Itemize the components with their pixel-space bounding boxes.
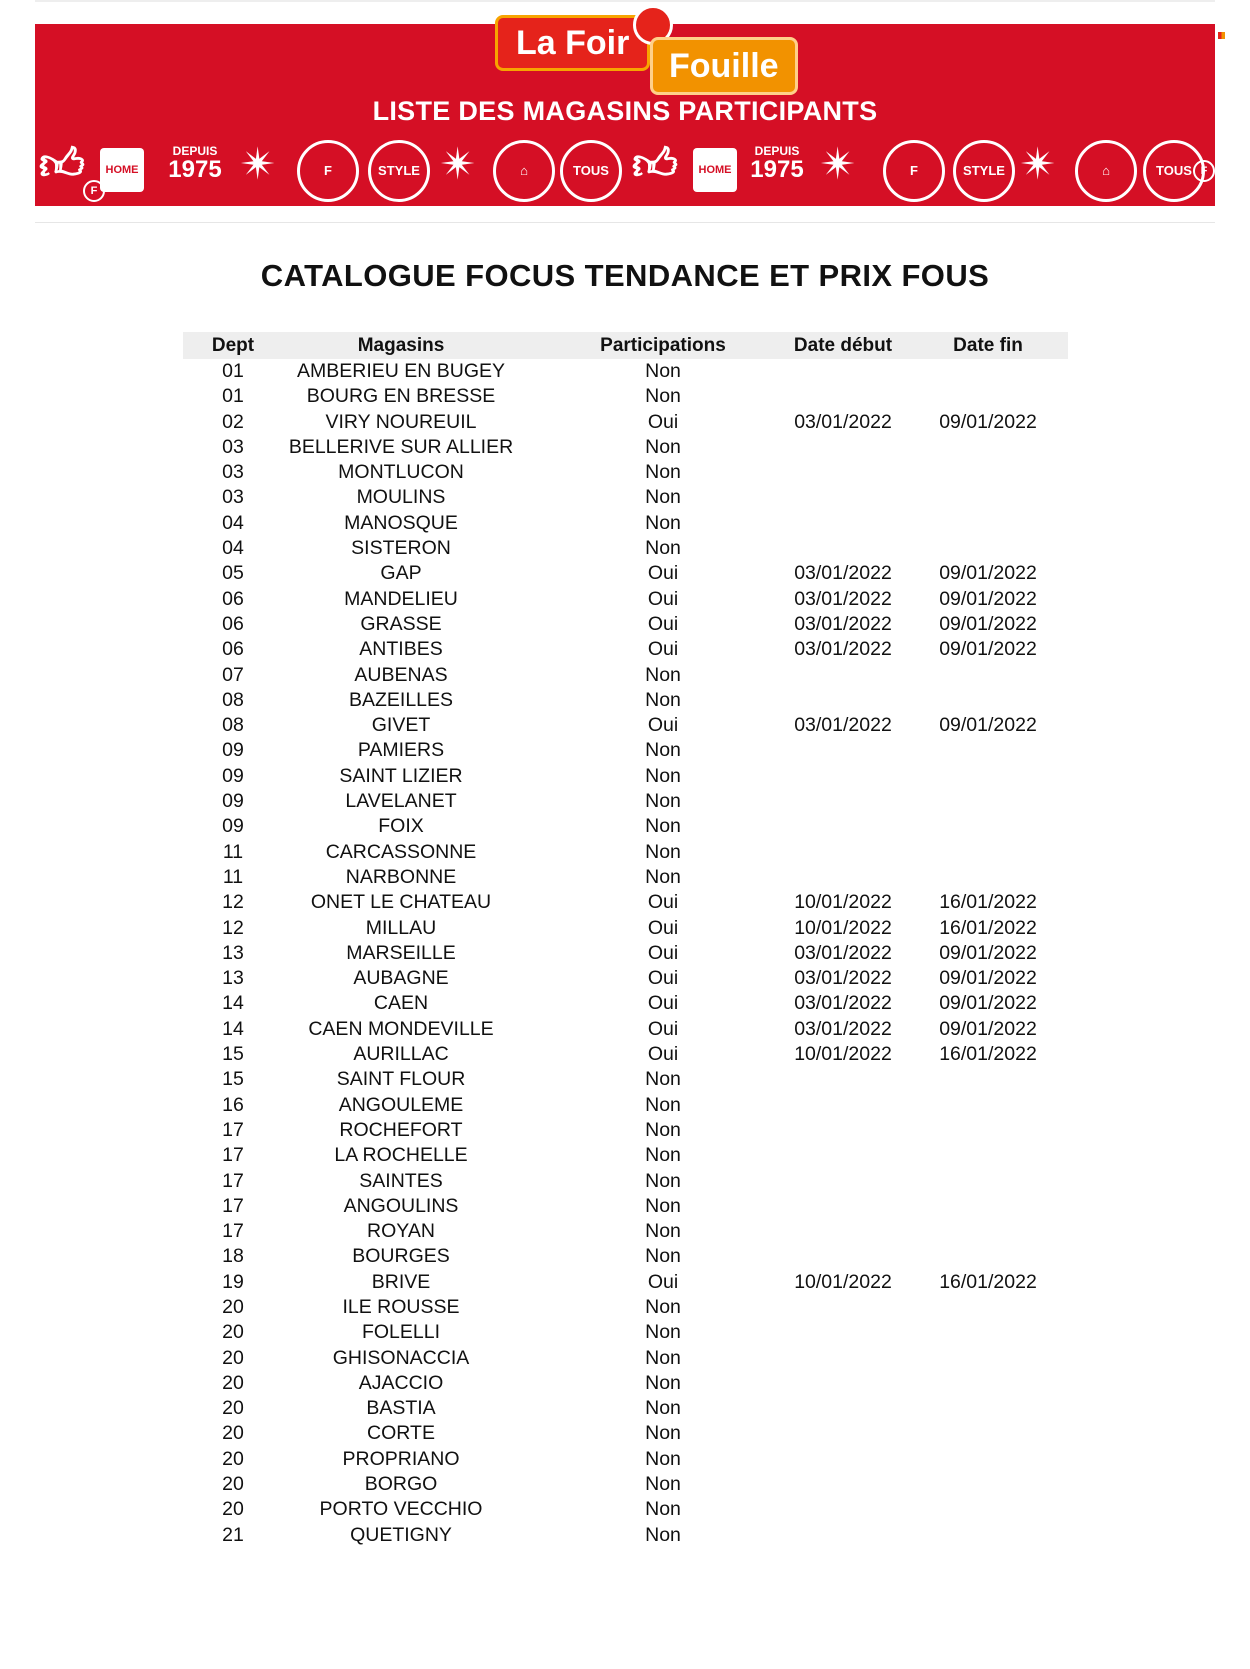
cell-dept: 17 [222,1144,244,1167]
cell-magasin: PORTO VECCHIO [319,1498,483,1521]
cell-participation: Oui [647,612,679,635]
cell-dept: 09 [222,764,244,787]
cell-date-fin: 09/01/2022 [939,587,1037,610]
la-fete-maison-badge: ⌂ [493,140,555,202]
cell-magasin: BORGO [364,1473,438,1496]
cell-dept: 13 [222,967,244,990]
table-row [183,865,1068,890]
cell-dept: 20 [222,1295,244,1318]
cell-magasin: CAEN [373,992,429,1015]
cell-date-fin: 16/01/2022 [939,891,1037,914]
cell-magasin: CORTE [367,1422,435,1445]
table-row [183,890,1068,915]
cell-magasin: LA ROCHELLE [334,1144,468,1167]
table-row [183,1194,1068,1219]
cell-magasin: BAZEILLES [348,688,454,711]
cell-participation: Non [645,461,681,484]
cell-magasin: SISTERON [351,537,451,560]
cell-participation: Non [645,360,681,382]
table-row [183,612,1068,637]
table-row [183,1295,1068,1320]
cell-date-debut: 03/01/2022 [794,638,892,661]
cell-dept: 20 [222,1447,244,1470]
header-date-debut: Date début [793,335,893,356]
cell-dept: 17 [222,1169,244,1192]
logo-text-part2: Fouille [650,37,798,95]
cell-dept: 01 [222,385,244,408]
logo-text-part1: La Foir [495,15,650,71]
cell-date-debut: 03/01/2022 [794,1017,892,1040]
table-row [183,587,1068,612]
table-row [183,1320,1068,1345]
table-row [183,738,1068,763]
cell-date-debut: 10/01/2022 [794,916,892,939]
table-row [183,410,1068,435]
header-date-fin: Date fin [953,335,1023,356]
cell-dept: 20 [222,1346,244,1369]
cell-dept: 11 [222,865,244,888]
cell-dept: 20 [222,1371,244,1394]
cell-magasin: SAINT FLOUR [336,1068,466,1091]
cell-participation: Non [645,1447,681,1470]
table-row [183,764,1068,789]
table-row [183,663,1068,688]
cell-magasin: SAINT LIZIER [339,764,463,787]
cell-magasin: BOURGES [352,1245,450,1268]
table-row [183,511,1068,536]
stores-table [183,332,1068,1548]
cell-participation: Non [645,511,681,534]
table-row [183,1169,1068,1194]
table-row [183,688,1068,713]
f-mark-icon: F [1193,160,1215,182]
cell-dept: 12 [222,891,244,914]
cell-magasin: VIRY NOUREUIL [325,410,477,433]
cell-date-fin: 16/01/2022 [939,1043,1037,1066]
cell-magasin: ANTIBES [359,638,443,661]
cell-magasin: QUETIGNY [350,1523,452,1546]
cell-participation: Non [645,1422,681,1445]
cell-date-debut: 03/01/2022 [794,714,892,737]
cell-dept: 20 [222,1321,244,1344]
new-star-icon: ✴ [819,140,857,189]
cell-dept: 21 [222,1523,244,1546]
cell-magasin: ROYAN [367,1220,435,1243]
cell-participation: Oui [647,891,679,914]
cell-dept: 08 [222,688,244,711]
cell-date-fin: 09/01/2022 [939,612,1037,635]
cell-magasin: MONTLUCON [338,461,464,484]
table-row [183,637,1068,662]
cell-participation: Non [645,840,681,863]
table-row [183,561,1068,586]
cell-participation: Non [645,1397,681,1420]
forever-badge: F [883,140,945,202]
table-row [183,1396,1068,1421]
cell-participation: Oui [647,562,679,585]
table-row [183,1017,1068,1042]
cell-participation: Non [645,1068,681,1091]
table-row [183,1270,1068,1295]
cell-dept: 09 [222,815,244,838]
table-row [183,1042,1068,1067]
banner-icon-strip [35,140,1215,200]
home-tag-icon: HOME [100,148,144,192]
cell-participation: Non [645,1220,681,1243]
new-star-icon: ✴ [1019,140,1057,189]
cell-dept: 17 [222,1220,244,1243]
depuis-1975-badge: DEPUIS 1975 [168,144,222,183]
table-row [183,1447,1068,1472]
table-row [183,840,1068,865]
cell-date-fin: 09/01/2022 [939,941,1037,964]
new-star-icon: ✴ [439,140,477,189]
cell-magasin: GRASSE [360,612,442,635]
cell-magasin: FOLELLI [361,1321,441,1344]
cell-participation: Non [645,764,681,787]
cell-dept: 14 [222,1017,244,1040]
forever-badge: F [297,140,359,202]
table-row [183,384,1068,409]
table-row [183,966,1068,991]
cell-participation: Oui [647,638,679,661]
cell-date-fin: 16/01/2022 [939,916,1037,939]
banner-subtitle: LISTE DES MAGASINS PARTICIPANTS [372,96,878,126]
cell-dept: 04 [222,537,244,560]
cell-date-debut: 03/01/2022 [794,410,892,433]
table-row [183,941,1068,966]
cell-participation: Oui [647,916,679,939]
banner-top-line [35,0,1215,2]
cell-date-fin: 09/01/2022 [939,714,1037,737]
cell-dept: 09 [222,790,244,813]
table-row [183,1523,1068,1548]
cell-date-debut: 10/01/2022 [794,1270,892,1293]
table-row [183,536,1068,561]
cell-magasin: SAINTES [359,1169,443,1192]
cell-date-fin: 09/01/2022 [939,992,1037,1015]
cell-participation: Non [645,739,681,762]
cell-dept: 09 [222,739,244,762]
table-row [183,713,1068,738]
cell-participation: Oui [647,967,679,990]
cell-magasin: AUBENAS [354,663,448,686]
cell-date-debut: 03/01/2022 [794,587,892,610]
thumbs-up-icon: 👍︎ [39,140,85,189]
cell-dept: 12 [222,916,244,939]
cell-participation: Oui [647,1043,679,1066]
table-row [183,814,1068,839]
cell-participation: Non [645,537,681,560]
cell-date-fin: 09/01/2022 [939,967,1037,990]
cell-participation: Oui [647,587,679,610]
page-title: CATALOGUE FOCUS TENDANCE ET PRIX FOUS [260,258,990,293]
cell-participation: Non [645,790,681,813]
cell-dept: 06 [222,638,244,661]
table-row [183,789,1068,814]
f-mark-icon: F [83,180,105,202]
cell-participation: Non [645,486,681,509]
thumbs-up-icon: 👍︎ [632,140,678,189]
table-header-row [183,332,1068,359]
depuis-1975-badge: DEPUIS 1975 [750,144,804,183]
table-row [183,916,1068,941]
cell-participation: Non [645,1194,681,1217]
cell-date-debut: 03/01/2022 [794,562,892,585]
cell-dept: 08 [222,714,244,737]
cell-participation: Oui [647,1017,679,1040]
table-row [183,1143,1068,1168]
cell-magasin: BRIVE [371,1270,431,1293]
cell-dept: 20 [222,1473,244,1496]
cell-dept: 19 [222,1270,244,1293]
cell-magasin: GIVET [371,714,431,737]
cell-magasin: FOIX [378,815,424,838]
cell-magasin: PROPRIANO [342,1447,460,1470]
cell-date-debut: 03/01/2022 [794,967,892,990]
la-fete-maison-badge: ⌂ [1075,140,1137,202]
cell-dept: 03 [222,435,244,458]
cell-participation: Non [645,1473,681,1496]
cell-participation: Non [645,865,681,888]
cell-participation: Oui [647,1270,679,1293]
cell-dept: 04 [222,511,244,534]
corner-color-mark [1218,32,1225,39]
header-participation: Participations [600,335,726,356]
cell-date-debut: 10/01/2022 [794,891,892,914]
cell-participation: Non [645,385,681,408]
cell-participation: Oui [647,714,679,737]
cell-participation: Non [645,1371,681,1394]
cell-magasin: NARBONNE [345,865,457,888]
cell-dept: 14 [222,992,244,1015]
cell-dept: 20 [222,1397,244,1420]
cell-magasin: ILE ROUSSE [342,1295,460,1318]
cell-dept: 20 [222,1422,244,1445]
table-row [183,1093,1068,1118]
table-row [183,1219,1068,1244]
new-star-icon: ✴ [239,140,277,189]
cell-participation: Oui [647,941,679,964]
cell-dept: 03 [222,486,244,509]
cell-dept: 15 [222,1043,244,1066]
cell-dept: 16 [222,1093,244,1116]
cell-magasin: GAP [380,562,422,585]
cell-magasin: CAEN MONDEVILLE [308,1017,494,1040]
cell-participation: Non [645,1295,681,1318]
tous-badge: TOUS [1143,140,1205,202]
cell-magasin: MOULINS [356,486,446,509]
cell-date-debut: 10/01/2022 [794,1043,892,1066]
table-row [183,460,1068,485]
cell-magasin: PAMIERS [357,739,445,762]
cell-participation: Oui [647,992,679,1015]
cell-dept: 05 [222,562,244,585]
style-badge: STYLE [368,140,430,202]
table-row [183,991,1068,1016]
cell-magasin: ROCHEFORT [339,1118,463,1141]
cell-participation: Non [645,1144,681,1167]
table-row [183,1067,1068,1092]
table-row [183,1244,1068,1269]
cell-dept: 13 [222,941,244,964]
cell-date-debut: 03/01/2022 [794,612,892,635]
cell-date-debut: 03/01/2022 [794,992,892,1015]
tous-badge: TOUS [560,140,622,202]
cell-magasin: AURILLAC [353,1043,449,1066]
cell-dept: 17 [222,1118,244,1141]
table-row [183,485,1068,510]
cell-magasin: MANDELIEU [344,587,458,610]
table-row [183,1421,1068,1446]
cell-participation: Non [645,435,681,458]
cell-participation: Non [645,1523,681,1546]
cell-date-fin: 09/01/2022 [939,562,1037,585]
table-row [183,1371,1068,1396]
cell-magasin: CARCASSONNE [325,840,477,863]
cell-dept: 15 [222,1068,244,1091]
table-row [183,1497,1068,1522]
cell-dept: 17 [222,1194,244,1217]
cell-date-fin: 09/01/2022 [939,1017,1037,1040]
cell-participation: Non [645,815,681,838]
cell-dept: 06 [222,587,244,610]
cell-date-fin: 09/01/2022 [939,410,1037,433]
cell-dept: 02 [222,410,244,433]
cell-magasin: GHISONACCIA [332,1346,470,1369]
cell-participation: Non [645,688,681,711]
cell-participation: Non [645,1321,681,1344]
cell-participation: Non [645,1245,681,1268]
table-row [183,1346,1068,1371]
brand-logo[interactable] [460,5,790,93]
cell-magasin: ANGOULEME [338,1093,464,1116]
header-dept: Dept [211,335,255,356]
cell-dept: 06 [222,612,244,635]
cell-participation: Oui [647,410,679,433]
cell-magasin: AUBAGNE [353,967,449,990]
cell-magasin: MILLAU [365,916,437,939]
cell-magasin: ONET LE CHATEAU [310,891,492,914]
cell-magasin: AJACCIO [358,1371,444,1394]
cell-participation: Non [645,1093,681,1116]
cell-dept: 20 [222,1498,244,1521]
cell-participation: Non [645,1169,681,1192]
cell-dept: 03 [222,461,244,484]
cell-magasin: BELLERIVE SUR ALLIER [288,435,514,458]
cell-participation: Non [645,1498,681,1521]
table-row [183,435,1068,460]
cell-magasin: MANOSQUE [344,511,458,534]
header-banner [35,0,1215,223]
table-row [183,1118,1068,1143]
cell-magasin: ANGOULINS [343,1194,459,1217]
cell-dept: 18 [222,1245,244,1268]
cell-participation: Non [645,1346,681,1369]
cell-dept: 01 [222,360,244,382]
cell-dept: 11 [222,840,244,863]
cell-participation: Non [645,1118,681,1141]
cell-date-fin: 09/01/2022 [939,638,1037,661]
cell-date-debut: 03/01/2022 [794,941,892,964]
table-row [183,359,1068,384]
cell-magasin: AMBERIEU EN BUGEY [296,360,506,382]
table-row [183,1472,1068,1497]
header-magasin: Magasins [357,335,445,356]
home-tag-icon: HOME [693,148,737,192]
cell-magasin: BOURG EN BRESSE [306,385,496,408]
cell-magasin: MARSEILLE [346,941,456,964]
style-badge: STYLE [953,140,1015,202]
cell-dept: 07 [222,663,244,686]
cell-date-fin: 16/01/2022 [939,1270,1037,1293]
table-body [183,359,1068,1548]
cell-magasin: BASTIA [366,1397,436,1420]
cell-magasin: LAVELANET [345,790,457,813]
cell-participation: Non [645,663,681,686]
